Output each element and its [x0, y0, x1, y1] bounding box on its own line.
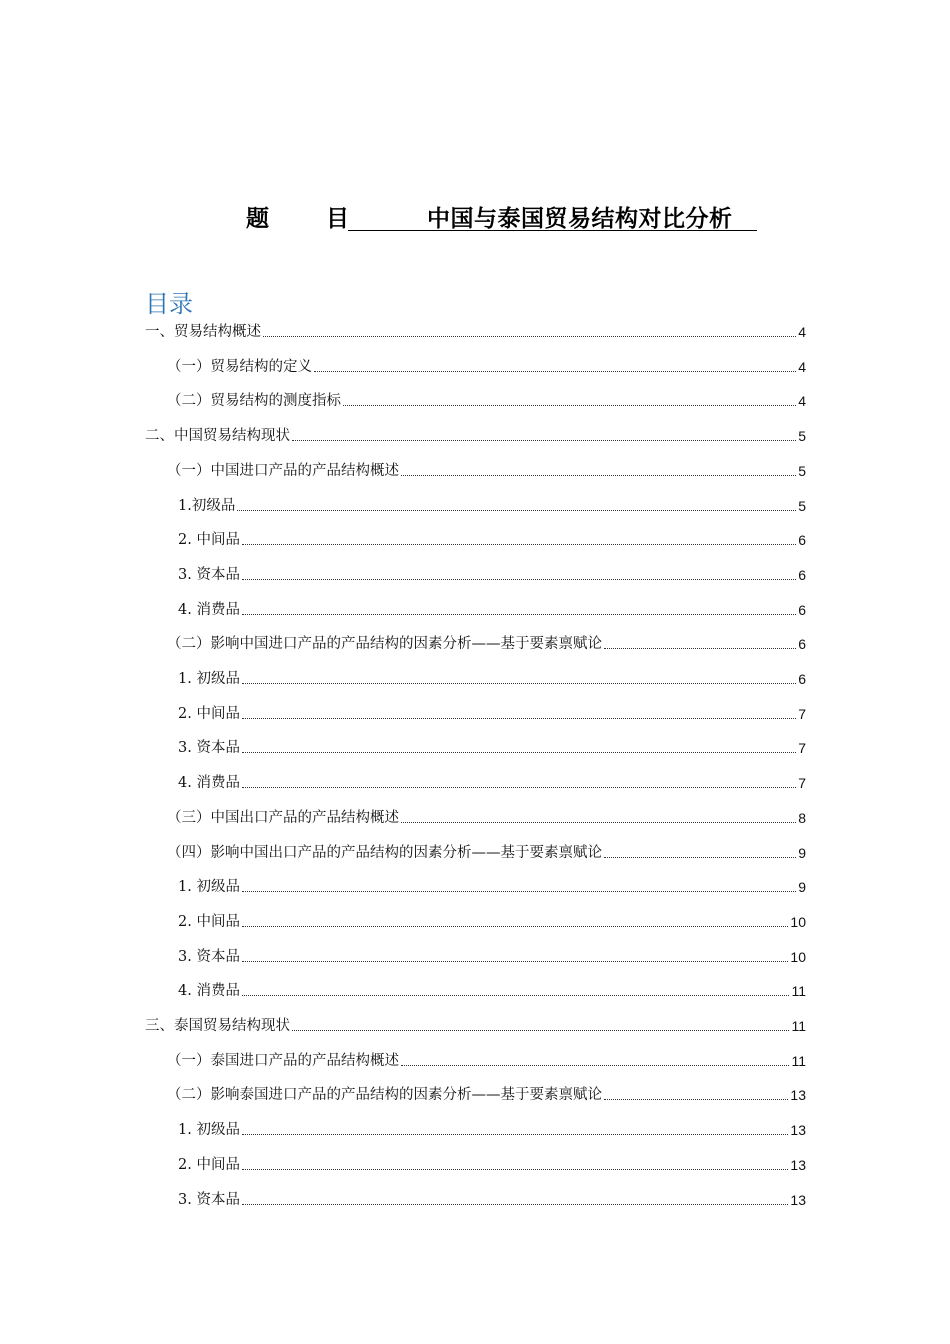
- toc-entry[interactable]: [167, 461, 806, 481]
- toc-entry-label: 4. 消费品: [178, 983, 240, 1000]
- toc-entry[interactable]: [167, 357, 806, 377]
- toc-entry[interactable]: [178, 773, 806, 793]
- title-label-part1: 题: [246, 206, 269, 232]
- toc-dot-leader: [401, 1065, 789, 1066]
- toc-entry-page-number: 7: [798, 775, 806, 792]
- toc-entry-label: 2. 中间品: [178, 1156, 240, 1173]
- toc-entry[interactable]: [178, 600, 806, 620]
- toc-dot-leader: [242, 1169, 788, 1170]
- toc-entry-page-number: 9: [798, 879, 806, 896]
- toc-entry[interactable]: [167, 391, 806, 411]
- toc-dot-leader: [263, 336, 796, 337]
- toc-entry-label: 2. 中间品: [178, 913, 240, 930]
- toc-entry-label: 1. 初级品: [178, 879, 240, 896]
- toc-entry-page-number: 11: [791, 1018, 806, 1034]
- toc-entry-page-number: 6: [798, 636, 806, 653]
- toc-dot-leader: [242, 961, 788, 962]
- toc-entry[interactable]: [178, 912, 806, 932]
- toc-entry-page-number: 6: [798, 671, 806, 687]
- toc-dot-leader: [242, 718, 796, 719]
- toc-entry-page-number: 13: [790, 1087, 806, 1104]
- toc-entry-page-number: 7: [798, 740, 806, 757]
- toc-dot-leader: [242, 787, 796, 788]
- toc-entry-label: 3. 资本品: [178, 948, 240, 965]
- toc-entry-label: （二）影响中国进口产品的产品结构的因素分析——基于要素禀赋论: [167, 636, 602, 653]
- toc-entry[interactable]: [178, 530, 806, 550]
- toc-dot-leader: [242, 544, 796, 545]
- toc-dot-leader: [604, 648, 796, 649]
- toc-entry[interactable]: [178, 1120, 806, 1140]
- toc-entry-page-number: 4: [798, 393, 806, 410]
- toc-entry-label: 1.初级品: [178, 497, 236, 514]
- toc-dot-leader: [237, 510, 796, 511]
- toc-entry[interactable]: [178, 1190, 806, 1210]
- toc-entry-page-number: 5: [798, 462, 806, 479]
- toc-heading: 目录: [145, 290, 193, 318]
- toc-entry[interactable]: [145, 426, 806, 446]
- toc-entry-page-number: 11: [791, 983, 806, 1000]
- toc-entry-page-number: 13: [790, 1122, 806, 1139]
- toc-entry-page-number: 5: [798, 497, 806, 514]
- title-label-part2: 目: [326, 206, 349, 232]
- toc-entry-page-number: 10: [790, 948, 806, 965]
- toc-dot-leader: [242, 995, 790, 996]
- toc-entry[interactable]: [167, 843, 806, 863]
- toc-dot-leader: [242, 752, 796, 753]
- toc-entry-label: 4. 消费品: [178, 775, 240, 792]
- toc-dot-leader: [242, 579, 796, 580]
- toc-entry-label: 1. 初级品: [178, 671, 240, 687]
- toc-entry-page-number: 6: [798, 601, 806, 618]
- toc-entry-label: （二）贸易结构的测度指标: [167, 393, 341, 410]
- toc-entry-label: （一）贸易结构的定义: [167, 358, 312, 375]
- toc-dot-leader: [242, 926, 788, 927]
- toc-entry-label: 2. 中间品: [178, 705, 240, 722]
- toc-dot-leader: [292, 440, 796, 441]
- toc-dot-leader: [314, 371, 796, 372]
- toc-entry[interactable]: [178, 877, 806, 897]
- toc-entry-page-number: 6: [798, 532, 806, 549]
- toc-entry-label: 3. 资本品: [178, 1191, 240, 1208]
- toc-entry-page-number: 9: [798, 844, 806, 861]
- toc-entry-label: （四）影响中国出口产品的产品结构的因素分析——基于要素禀赋论: [167, 844, 602, 861]
- toc-entry-label: 3. 资本品: [178, 740, 240, 757]
- toc-dot-leader: [604, 857, 796, 858]
- toc-entry-page-number: 4: [798, 324, 806, 340]
- toc-entry[interactable]: [178, 669, 806, 689]
- toc-dot-leader: [604, 1099, 788, 1100]
- thesis-title: 中国与泰国贸易结构对比分析: [427, 206, 733, 232]
- toc-entry-page-number: 5: [798, 428, 806, 445]
- toc-entry-page-number: 13: [790, 1156, 806, 1173]
- toc-entry-label: 3. 资本品: [178, 566, 240, 583]
- toc-dot-leader: [401, 822, 796, 823]
- toc-dot-leader: [242, 891, 796, 892]
- toc-entry[interactable]: [178, 1155, 806, 1175]
- toc-entry-label: 4. 消费品: [178, 601, 240, 618]
- toc-entry[interactable]: [178, 947, 806, 967]
- toc-dot-leader: [242, 1204, 788, 1205]
- toc-entry-label: （三）中国出口产品的产品结构概述: [167, 809, 399, 826]
- toc-dot-leader: [242, 1134, 788, 1135]
- toc-entry-label: 1. 初级品: [178, 1122, 240, 1139]
- toc-entry-page-number: 6: [798, 566, 806, 583]
- toc-entry[interactable]: [167, 1051, 806, 1071]
- toc-entry-page-number: 8: [798, 809, 806, 826]
- toc-entry-page-number: 7: [798, 705, 806, 722]
- toc-entry-label: （二）影响泰国进口产品的产品结构的因素分析——基于要素禀赋论: [167, 1087, 602, 1104]
- toc-entry-page-number: 10: [790, 913, 806, 930]
- toc-entry[interactable]: [178, 981, 806, 1001]
- toc-entry-page-number: 13: [790, 1191, 806, 1208]
- toc-entry-label: 2. 中间品: [178, 532, 240, 549]
- toc-dot-leader: [401, 475, 796, 476]
- toc-entry-label: （一）泰国进口产品的产品结构概述: [167, 1052, 399, 1069]
- toc-entry[interactable]: [145, 322, 806, 342]
- toc-entry[interactable]: [178, 704, 806, 724]
- toc-entry-label: 三、泰国贸易结构现状: [145, 1018, 290, 1034]
- toc-entry[interactable]: [167, 634, 806, 654]
- toc-entry[interactable]: [167, 1085, 806, 1105]
- toc-entry[interactable]: [178, 565, 806, 585]
- toc-entry-label: 二、中国贸易结构现状: [145, 428, 290, 445]
- toc-entry-label: （一）中国进口产品的产品结构概述: [167, 462, 399, 479]
- toc-entry[interactable]: [178, 496, 806, 516]
- toc-entry-page-number: 4: [798, 358, 806, 375]
- toc-entry[interactable]: [167, 808, 806, 828]
- toc-entry-label: 一、贸易结构概述: [145, 324, 261, 340]
- toc-dot-leader: [242, 614, 796, 615]
- toc-dot-leader: [242, 683, 796, 684]
- toc-entry[interactable]: [145, 1016, 806, 1036]
- toc-dot-leader: [292, 1030, 789, 1031]
- toc-dot-leader: [343, 405, 796, 406]
- toc-entry[interactable]: [178, 738, 806, 758]
- toc-entry-page-number: 11: [791, 1052, 806, 1069]
